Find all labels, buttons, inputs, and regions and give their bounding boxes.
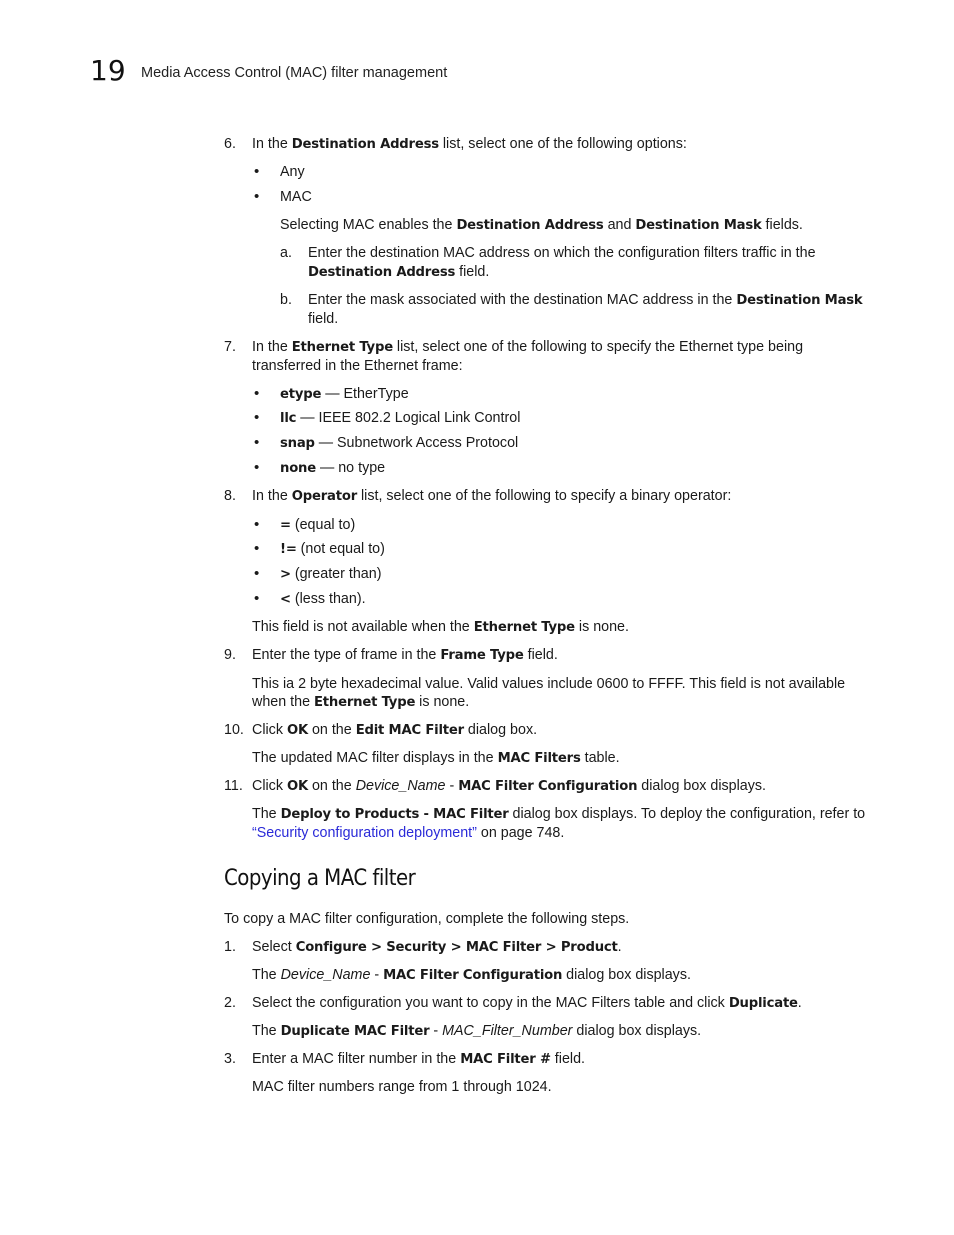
note-text: MAC filter numbers range from 1 through 1024. xyxy=(252,1079,552,1095)
note-text: The Deploy to Products - MAC Filter dialog box displays. To deploy the configuration, refer to xyxy=(252,806,866,822)
note-text: This ia 2 byte hexadecimal value. Valid values include 0600 to FFFF. This field is not available xyxy=(252,676,846,692)
step-number: 10. xyxy=(224,722,244,738)
note-text: The Duplicate MAC Filter - MAC_Filter_Number dialog box displays. xyxy=(252,1023,702,1039)
note-text: The updated MAC filter displays in the MAC Filters table. xyxy=(252,750,620,766)
list-item: > (greater than) xyxy=(280,566,382,582)
section-intro: To copy a MAC filter configuration, complete the following steps. xyxy=(224,911,630,927)
chapter-number: 19 xyxy=(90,54,126,87)
bullet-icon: • xyxy=(254,409,260,426)
page-header xyxy=(0,0,954,100)
bullet-icon: • xyxy=(254,516,260,533)
step-number: 7. xyxy=(224,339,236,355)
substep-text: field. xyxy=(308,311,339,327)
substep-label: b. xyxy=(280,292,292,308)
note-text: when the Ethernet Type is none. xyxy=(252,694,470,710)
substep-text: Enter the destination MAC address on which the configuration filters traffic in the xyxy=(308,245,816,261)
step-text: Enter a MAC filter number in the MAC Filter # field. xyxy=(252,1051,585,1067)
step-text: Enter the type of frame in the Frame Type field. xyxy=(252,647,558,663)
step-text: Select Configure > Security > MAC Filter > Product. xyxy=(252,939,622,955)
step-number: 8. xyxy=(224,488,236,504)
step-number: 3. xyxy=(224,1051,236,1067)
bullet-icon: • xyxy=(254,385,260,402)
step-number: 6. xyxy=(224,136,236,152)
step-text: Select the configuration you want to copy in the MAC Filters table and click Duplicate. xyxy=(252,995,802,1011)
step-text: In the Operator list, select one of the following to specify a binary operator: xyxy=(252,488,732,504)
step-number: 2. xyxy=(224,995,236,1011)
list-item: != (not equal to) xyxy=(280,541,385,557)
list-item: etype — EtherType xyxy=(280,386,409,402)
step-text: In the Ethernet Type list, select one of the following to specify the Ethernet type being xyxy=(252,339,804,355)
note-text: “Security configuration deployment” on page 748. xyxy=(252,825,565,841)
note-text: The Device_Name - MAC Filter Configuration dialog box displays. xyxy=(252,967,691,983)
note-text: Selecting MAC enables the Destination Address and Destination Mask fields. xyxy=(280,217,803,233)
bullet-icon: • xyxy=(254,434,260,451)
step-text: In the Destination Address list, select one of the following options: xyxy=(252,136,687,152)
bullet-icon: • xyxy=(254,188,260,205)
step-text: Click OK on the Device_Name - MAC Filter Configuration dialog box displays. xyxy=(252,778,767,794)
bullet-icon: • xyxy=(254,163,260,180)
substep-label: a. xyxy=(280,245,292,261)
step-number: 9. xyxy=(224,647,236,663)
list-item: Any xyxy=(280,164,305,180)
step-number: 1. xyxy=(224,939,236,955)
bullet-icon: • xyxy=(254,540,260,557)
list-item: llc — IEEE 802.2 Logical Link Control xyxy=(280,410,521,426)
list-item: = (equal to) xyxy=(280,517,356,533)
list-item: < (less than). xyxy=(280,591,366,607)
substep-text: Enter the mask associated with the destination MAC address in the Destination Mask xyxy=(308,292,863,308)
list-item: MAC xyxy=(280,189,312,205)
bullet-icon: • xyxy=(254,590,260,607)
running-title: Media Access Control (MAC) filter management xyxy=(141,65,448,81)
step-number: 11. xyxy=(224,778,243,794)
step-text: transferred in the Ethernet frame: xyxy=(252,358,463,374)
bullet-icon: • xyxy=(254,459,260,476)
substep-text: Destination Address field. xyxy=(308,264,490,280)
list-item: none — no type xyxy=(280,460,386,476)
section-heading: Copying a MAC filter xyxy=(224,866,416,891)
note-text: This field is not available when the Ethernet Type is none. xyxy=(252,619,629,635)
bullet-icon: • xyxy=(254,565,260,582)
cross-reference-link[interactable]: “Security configuration deployment” xyxy=(252,825,477,841)
step-text: Click OK on the Edit MAC Filter dialog box. xyxy=(252,722,538,738)
list-item: snap — Subnetwork Access Protocol xyxy=(280,435,519,451)
